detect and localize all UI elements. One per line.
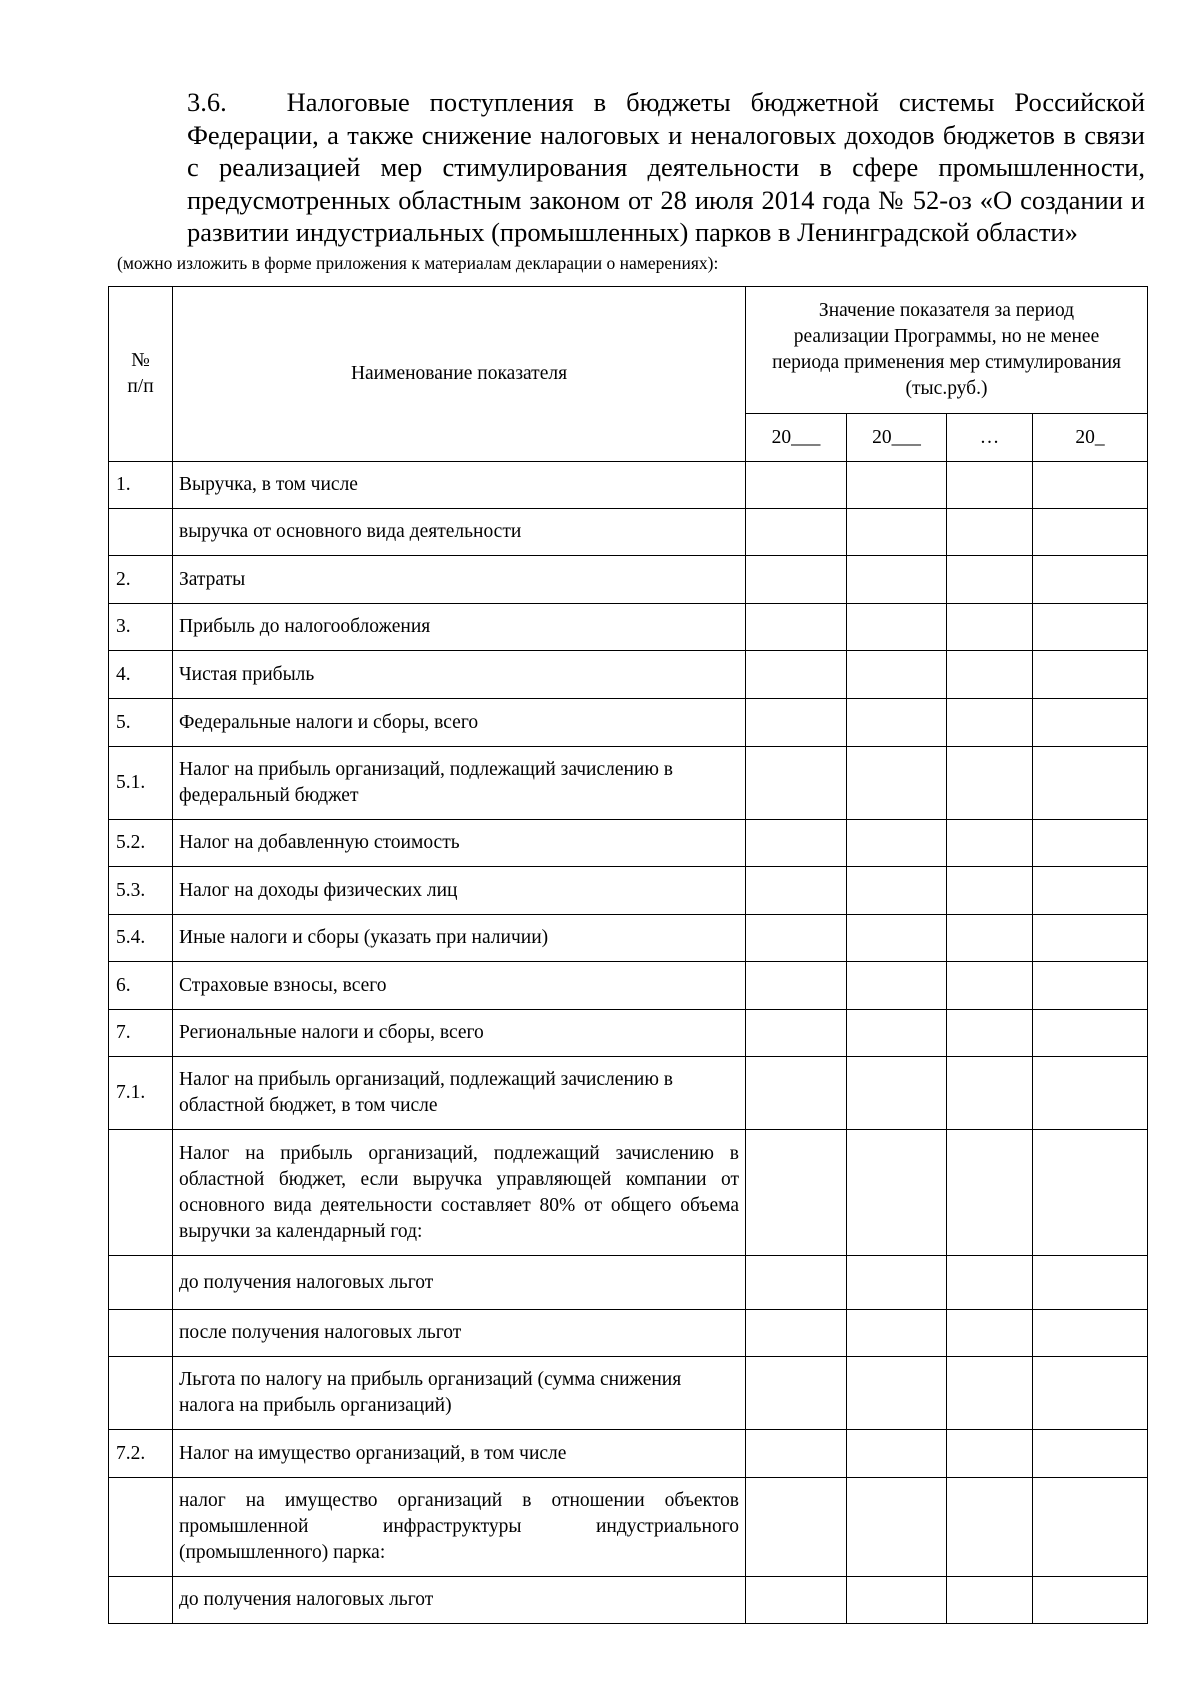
- value-cell[interactable]: [947, 1256, 1033, 1310]
- value-cell[interactable]: [746, 915, 847, 962]
- value-cell[interactable]: [746, 867, 847, 915]
- value-cell[interactable]: [947, 651, 1033, 699]
- value-cell[interactable]: [1033, 1430, 1148, 1478]
- indicators-table: [108, 286, 1148, 1624]
- row-number: 7.2.: [109, 1430, 173, 1478]
- value-cell[interactable]: [1033, 1357, 1148, 1430]
- value-cell[interactable]: [847, 651, 947, 699]
- header-period: Значение показателя за период реализации Программы, но не менее периода применения мер стимулирования (тыс.руб.): [746, 287, 1148, 414]
- value-cell[interactable]: [847, 867, 947, 915]
- value-cell[interactable]: [947, 747, 1033, 820]
- table-row: [109, 820, 1148, 867]
- row-name: налог на имущество организаций в отношении объектов промышленной инфраструктуры индустриального (промышленного) парка:: [173, 1478, 746, 1577]
- value-cell[interactable]: [847, 699, 947, 747]
- value-cell[interactable]: [1033, 604, 1148, 651]
- value-cell[interactable]: [947, 867, 1033, 915]
- row-number: [109, 1478, 173, 1577]
- table-body: [109, 462, 1148, 1624]
- row-name: до получения налоговых льгот: [173, 1577, 746, 1624]
- value-cell[interactable]: [847, 1057, 947, 1130]
- table-row: [109, 1256, 1148, 1310]
- row-number: 6.: [109, 962, 173, 1010]
- row-number: [109, 1357, 173, 1430]
- value-cell[interactable]: [947, 1310, 1033, 1357]
- row-name: Региональные налоги и сборы, всего: [173, 1010, 746, 1057]
- row-name: Затраты: [173, 556, 746, 604]
- table-row: [109, 1430, 1148, 1478]
- row-name: выручка от основного вида деятельности: [173, 509, 746, 556]
- row-number: [109, 1310, 173, 1357]
- row-number: 2.: [109, 556, 173, 604]
- table-row: [109, 556, 1148, 604]
- value-cell[interactable]: [847, 462, 947, 509]
- row-number: 5.1.: [109, 747, 173, 820]
- value-cell[interactable]: [1033, 1130, 1148, 1256]
- value-cell[interactable]: [847, 1010, 947, 1057]
- value-cell[interactable]: [1033, 915, 1148, 962]
- value-cell[interactable]: [1033, 462, 1148, 509]
- header-year-4: 20_: [1033, 414, 1148, 462]
- value-cell[interactable]: [1033, 1057, 1148, 1130]
- value-cell[interactable]: [746, 1130, 847, 1256]
- row-number: [109, 509, 173, 556]
- row-name: Налог на добавленную стоимость: [173, 820, 746, 867]
- section-text: Налоговые поступления в бюджеты бюджетной системы Российской Федерации, а также снижение налоговых и неналоговых доходов бюджетов в связи с реализацией мер стимулирования деятельности в сфере промышленности, предусмотренных областным законом от 28 июля 2014 года № 52-оз «О создании и развитии индустриальных (промышленных) парков в Ленинградской области»: [187, 87, 1146, 247]
- row-name: Федеральные налоги и сборы, всего: [173, 699, 746, 747]
- value-cell[interactable]: [1033, 556, 1148, 604]
- value-cell[interactable]: [947, 1130, 1033, 1256]
- row-number: 3.: [109, 604, 173, 651]
- row-name: Налог на прибыль организаций, подлежащий зачислению в областной бюджет, если выручка управляющей компании от основного вида деятельности составляет 80% от общего объема выручки за календарный год:: [173, 1130, 746, 1256]
- value-cell[interactable]: [947, 1430, 1033, 1478]
- value-cell[interactable]: [1033, 962, 1148, 1010]
- table-row: [109, 962, 1148, 1010]
- value-cell[interactable]: [746, 1256, 847, 1310]
- value-cell[interactable]: [746, 556, 847, 604]
- value-cell[interactable]: [1033, 1310, 1148, 1357]
- value-cell[interactable]: [947, 1010, 1033, 1057]
- table-row: [109, 1577, 1148, 1624]
- value-cell[interactable]: [746, 962, 847, 1010]
- value-cell[interactable]: [746, 1057, 847, 1130]
- value-cell[interactable]: [746, 747, 847, 820]
- table-row: [109, 1010, 1148, 1057]
- value-cell[interactable]: [746, 1577, 847, 1624]
- row-name: Выручка, в том числе: [173, 462, 746, 509]
- row-number: 7.: [109, 1010, 173, 1057]
- value-cell[interactable]: [847, 820, 947, 867]
- row-name: до получения налоговых льгот: [173, 1256, 746, 1310]
- value-cell[interactable]: [847, 1256, 947, 1310]
- value-cell[interactable]: [847, 1577, 947, 1624]
- row-number: 5.3.: [109, 867, 173, 915]
- value-cell[interactable]: [947, 1478, 1033, 1577]
- intro-note: (можно изложить в форме приложения к материалам декларации о намерениях):: [117, 253, 719, 273]
- row-name: Налог на прибыль организаций, подлежащий зачислению в федеральный бюджет: [173, 747, 746, 820]
- table-row: [109, 699, 1148, 747]
- table-row: [109, 747, 1148, 820]
- value-cell[interactable]: [947, 1057, 1033, 1130]
- row-number: 7.1.: [109, 1057, 173, 1130]
- value-cell[interactable]: [1033, 1010, 1148, 1057]
- table-row: [109, 509, 1148, 556]
- value-cell[interactable]: [746, 604, 847, 651]
- row-number: 5.: [109, 699, 173, 747]
- value-cell[interactable]: [847, 556, 947, 604]
- row-name: Налог на имущество организаций, в том числе: [173, 1430, 746, 1478]
- value-cell[interactable]: [746, 1010, 847, 1057]
- value-cell[interactable]: [947, 699, 1033, 747]
- value-cell[interactable]: [1033, 699, 1148, 747]
- value-cell[interactable]: [847, 509, 947, 556]
- value-cell[interactable]: [746, 1430, 847, 1478]
- row-number: [109, 1256, 173, 1310]
- row-name: после получения налоговых льгот: [173, 1310, 746, 1357]
- value-cell[interactable]: [746, 462, 847, 509]
- value-cell[interactable]: [1033, 1478, 1148, 1577]
- table-row: [109, 1057, 1148, 1130]
- value-cell[interactable]: [947, 915, 1033, 962]
- value-cell[interactable]: [746, 820, 847, 867]
- value-cell[interactable]: [847, 1357, 947, 1430]
- value-cell[interactable]: [1033, 1577, 1148, 1624]
- table-row: [109, 915, 1148, 962]
- value-cell[interactable]: [1033, 747, 1148, 820]
- row-number: 1.: [109, 462, 173, 509]
- value-cell[interactable]: [847, 915, 947, 962]
- header-num: № п/п: [109, 287, 173, 462]
- row-number: [109, 1577, 173, 1624]
- table-row: [109, 604, 1148, 651]
- row-number: 5.4.: [109, 915, 173, 962]
- header-year-3: …: [947, 414, 1033, 462]
- value-cell[interactable]: [746, 651, 847, 699]
- row-name: Иные налоги и сборы (указать при наличии): [173, 915, 746, 962]
- row-name: Чистая прибыль: [173, 651, 746, 699]
- value-cell[interactable]: [746, 699, 847, 747]
- row-name: Льгота по налогу на прибыль организаций (сумма снижения налога на прибыль организаций): [173, 1357, 746, 1430]
- value-cell[interactable]: [847, 1310, 947, 1357]
- header-name: Наименование показателя: [173, 287, 746, 462]
- value-cell[interactable]: [947, 1357, 1033, 1430]
- value-cell[interactable]: [1033, 509, 1148, 556]
- table-row: [109, 1130, 1148, 1256]
- intro-paragraph: [117, 86, 1145, 249]
- value-cell[interactable]: [1033, 1256, 1148, 1310]
- row-name: Налог на доходы физических лиц: [173, 867, 746, 915]
- value-cell[interactable]: [746, 1357, 847, 1430]
- value-cell[interactable]: [746, 1478, 847, 1577]
- table-row: [109, 1357, 1148, 1430]
- value-cell[interactable]: [947, 556, 1033, 604]
- value-cell[interactable]: [746, 509, 847, 556]
- table-row: [109, 1310, 1148, 1357]
- row-number: [109, 1130, 173, 1256]
- value-cell[interactable]: [847, 747, 947, 820]
- value-cell[interactable]: [847, 604, 947, 651]
- table-row: [109, 867, 1148, 915]
- row-number: 5.2.: [109, 820, 173, 867]
- value-cell[interactable]: [947, 1577, 1033, 1624]
- value-cell[interactable]: [947, 509, 1033, 556]
- value-cell[interactable]: [947, 462, 1033, 509]
- header-year-2: 20___: [847, 414, 947, 462]
- row-name: Налог на прибыль организаций, подлежащий зачислению в областной бюджет, в том числе: [173, 1057, 746, 1130]
- row-name: Прибыль до налогообложения: [173, 604, 746, 651]
- value-cell[interactable]: [1033, 820, 1148, 867]
- value-cell[interactable]: [1033, 651, 1148, 699]
- value-cell[interactable]: [847, 1130, 947, 1256]
- table-row: [109, 651, 1148, 699]
- row-number: 4.: [109, 651, 173, 699]
- value-cell[interactable]: [746, 1310, 847, 1357]
- value-cell[interactable]: [1033, 867, 1148, 915]
- table-row: [109, 1478, 1148, 1577]
- value-cell[interactable]: [847, 1430, 947, 1478]
- value-cell[interactable]: [847, 962, 947, 1010]
- section-number: 3.6.: [187, 87, 227, 117]
- value-cell[interactable]: [847, 1478, 947, 1577]
- header-year-1: 20___: [746, 414, 847, 462]
- table-row: [109, 462, 1148, 509]
- value-cell[interactable]: [947, 604, 1033, 651]
- value-cell[interactable]: [947, 820, 1033, 867]
- row-name: Страховые взносы, всего: [173, 962, 746, 1010]
- value-cell[interactable]: [947, 962, 1033, 1010]
